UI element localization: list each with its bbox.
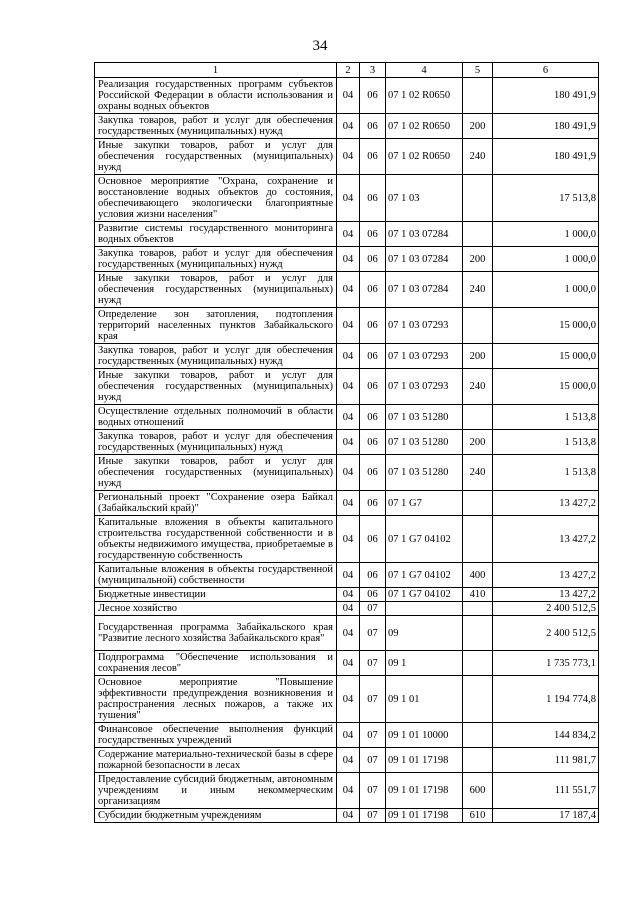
row-cell-c4: 07 1 03 51280 — [386, 430, 463, 455]
row-name-cell: Иные закупки товаров, работ и услуг для обеспечения государственных (муниципальных) нужд — [95, 369, 337, 405]
row-cell-c4: 09 1 01 — [386, 676, 463, 723]
row-cell-c6: 13 427,2 — [493, 491, 599, 516]
header-row — [95, 63, 599, 78]
row-cell-c3: 07 — [360, 723, 386, 748]
row-cell-c3: 07 — [360, 651, 386, 676]
row-cell-c6: 2 400 512,5 — [493, 616, 599, 651]
row-cell-c3: 07 — [360, 602, 386, 616]
row-name-cell: Подпрограмма "Обеспечение использования и сохранения лесов" — [95, 651, 337, 676]
row-cell-c6: 111 981,7 — [493, 748, 599, 773]
table-row — [95, 369, 599, 405]
row-cell-c3: 06 — [360, 405, 386, 430]
row-cell-c4: 07 1 02 R0650 — [386, 114, 463, 139]
row-cell-c3: 07 — [360, 773, 386, 809]
row-cell-c5 — [463, 222, 493, 247]
row-cell-c4: 07 1 03 07293 — [386, 369, 463, 405]
row-cell-c4: 09 1 — [386, 651, 463, 676]
row-cell-c2: 04 — [337, 344, 360, 369]
row-cell-c4: 07 1 G7 — [386, 491, 463, 516]
row-cell-c3: 06 — [360, 455, 386, 491]
table-row — [95, 308, 599, 344]
row-cell-c5: 240 — [463, 455, 493, 491]
row-cell-c3: 06 — [360, 516, 386, 563]
table-row — [95, 405, 599, 430]
row-cell-c3: 07 — [360, 748, 386, 773]
row-cell-c4 — [386, 602, 463, 616]
row-cell-c2: 04 — [337, 405, 360, 430]
row-cell-c5 — [463, 723, 493, 748]
row-cell-c5: 410 — [463, 588, 493, 602]
header-cell-4: 4 — [386, 63, 463, 78]
row-name-cell: Субсидии бюджетным учреждениям — [95, 809, 337, 823]
table-row — [95, 602, 599, 616]
row-name-cell: Содержание материально-технической базы в сфере пожарной безопасности в лесах — [95, 748, 337, 773]
table-row — [95, 748, 599, 773]
row-cell-c4: 07 1 G7 04102 — [386, 588, 463, 602]
row-name-cell: Лесное хозяйство — [95, 602, 337, 616]
row-cell-c3: 06 — [360, 175, 386, 222]
table-row — [95, 272, 599, 308]
row-cell-c2: 04 — [337, 222, 360, 247]
row-cell-c4: 07 1 03 07293 — [386, 308, 463, 344]
row-cell-c6: 1 194 774,8 — [493, 676, 599, 723]
row-cell-c4: 09 — [386, 616, 463, 651]
page-number: 34 — [312, 38, 328, 54]
row-cell-c2: 04 — [337, 602, 360, 616]
row-cell-c4: 07 1 03 07284 — [386, 272, 463, 308]
table-row — [95, 344, 599, 369]
row-cell-c5 — [463, 491, 493, 516]
row-cell-c2: 04 — [337, 588, 360, 602]
row-name-cell: Государственная программа Забайкальского края "Развитие лесного хозяйства Забайкальского края" — [95, 616, 337, 651]
row-cell-c6: 180 491,9 — [493, 139, 599, 175]
row-cell-c5: 240 — [463, 139, 493, 175]
row-cell-c2: 04 — [337, 430, 360, 455]
row-name-cell: Определение зон затопления, подтопления территорий населенных пунктов Забайкальского края — [95, 308, 337, 344]
row-name-cell: Бюджетные инвестиции — [95, 588, 337, 602]
row-cell-c2: 04 — [337, 491, 360, 516]
row-name-cell: Закупка товаров, работ и услуг для обеспечения государственных (муниципальных) нужд — [95, 247, 337, 272]
table-row — [95, 616, 599, 651]
row-cell-c5 — [463, 676, 493, 723]
table-row — [95, 563, 599, 588]
row-cell-c5: 240 — [463, 272, 493, 308]
row-name-cell: Реализация государственных программ субъектов Российской Федерации в области использования и охраны водных объектов — [95, 78, 337, 114]
table-row — [95, 651, 599, 676]
row-cell-c4: 07 1 G7 04102 — [386, 516, 463, 563]
row-cell-c5 — [463, 602, 493, 616]
table-row — [95, 491, 599, 516]
table-row — [95, 516, 599, 563]
row-name-cell: Основное мероприятие "Охрана, сохранение и восстановление водных объектов до состояния, обеспечивающего экологически благоприятные условия жизни населения" — [95, 175, 337, 222]
row-cell-c4: 07 1 03 51280 — [386, 405, 463, 430]
table-row — [95, 222, 599, 247]
row-cell-c6: 111 551,7 — [493, 773, 599, 809]
row-name-cell: Иные закупки товаров, работ и услуг для обеспечения государственных (муниципальных) нужд — [95, 272, 337, 308]
row-cell-c6: 144 834,2 — [493, 723, 599, 748]
table-row — [95, 723, 599, 748]
row-cell-c4: 07 1 03 07284 — [386, 247, 463, 272]
row-cell-c3: 06 — [360, 491, 386, 516]
row-cell-c5 — [463, 175, 493, 222]
row-cell-c6: 1 000,0 — [493, 222, 599, 247]
row-cell-c5 — [463, 748, 493, 773]
row-cell-c2: 04 — [337, 516, 360, 563]
table-row — [95, 455, 599, 491]
row-cell-c6: 15 000,0 — [493, 369, 599, 405]
row-cell-c2: 04 — [337, 369, 360, 405]
row-cell-c6: 1 513,8 — [493, 455, 599, 491]
row-cell-c4: 09 1 01 17198 — [386, 809, 463, 823]
row-cell-c2: 04 — [337, 748, 360, 773]
row-cell-c3: 06 — [360, 369, 386, 405]
row-name-cell: Основное мероприятие "Повышение эффективности предупреждения возникновения и распространения лесных пожаров, а также их тушения" — [95, 676, 337, 723]
row-cell-c2: 04 — [337, 272, 360, 308]
row-cell-c5 — [463, 651, 493, 676]
row-cell-c5 — [463, 616, 493, 651]
row-cell-c3: 06 — [360, 139, 386, 175]
row-cell-c2: 04 — [337, 616, 360, 651]
row-cell-c6: 1 735 773,1 — [493, 651, 599, 676]
row-cell-c3: 06 — [360, 588, 386, 602]
header-cell-6: 6 — [493, 63, 599, 78]
row-cell-c3: 06 — [360, 430, 386, 455]
row-name-cell: Капитальные вложения в объекты государственной (муниципальной) собственности — [95, 563, 337, 588]
row-cell-c4: 07 1 02 R0650 — [386, 139, 463, 175]
table-row — [95, 247, 599, 272]
row-cell-c6: 1 000,0 — [493, 272, 599, 308]
row-cell-c2: 04 — [337, 247, 360, 272]
row-cell-c3: 07 — [360, 676, 386, 723]
row-cell-c4: 07 1 03 07293 — [386, 344, 463, 369]
row-name-cell: Закупка товаров, работ и услуг для обеспечения государственных (муниципальных) нужд — [95, 344, 337, 369]
row-cell-c6: 15 000,0 — [493, 344, 599, 369]
row-cell-c5: 200 — [463, 247, 493, 272]
row-cell-c6: 17 513,8 — [493, 175, 599, 222]
table-row — [95, 773, 599, 809]
row-cell-c2: 04 — [337, 114, 360, 139]
row-name-cell: Финансовое обеспечение выполнения функций государственных учреждений — [95, 723, 337, 748]
row-name-cell: Иные закупки товаров, работ и услуг для обеспечения государственных (муниципальных) нужд — [95, 455, 337, 491]
row-cell-c3: 06 — [360, 344, 386, 369]
table-row — [95, 78, 599, 114]
row-cell-c3: 06 — [360, 78, 386, 114]
row-cell-c4: 07 1 03 07284 — [386, 222, 463, 247]
row-cell-c3: 06 — [360, 222, 386, 247]
row-cell-c6: 13 427,2 — [493, 563, 599, 588]
row-cell-c2: 04 — [337, 809, 360, 823]
row-cell-c6: 2 400 512,5 — [493, 602, 599, 616]
row-name-cell: Предоставление субсидий бюджетным, автономным учреждениям и иным некоммерческим организациям — [95, 773, 337, 809]
row-cell-c2: 04 — [337, 723, 360, 748]
row-cell-c2: 04 — [337, 308, 360, 344]
row-cell-c6: 13 427,2 — [493, 516, 599, 563]
row-cell-c5: 400 — [463, 563, 493, 588]
table-row — [95, 809, 599, 823]
row-cell-c2: 04 — [337, 175, 360, 222]
budget-table — [94, 62, 599, 823]
row-cell-c6: 1 513,8 — [493, 430, 599, 455]
row-cell-c6: 1 513,8 — [493, 405, 599, 430]
header-cell-3: 3 — [360, 63, 386, 78]
row-cell-c5: 600 — [463, 773, 493, 809]
row-cell-c6: 13 427,2 — [493, 588, 599, 602]
row-cell-c2: 04 — [337, 676, 360, 723]
row-cell-c4: 09 1 01 17198 — [386, 773, 463, 809]
row-cell-c6: 1 000,0 — [493, 247, 599, 272]
row-cell-c3: 06 — [360, 563, 386, 588]
row-cell-c3: 06 — [360, 308, 386, 344]
row-cell-c2: 04 — [337, 651, 360, 676]
row-cell-c4: 07 1 02 R0650 — [386, 78, 463, 114]
row-cell-c5: 200 — [463, 114, 493, 139]
row-cell-c5: 610 — [463, 809, 493, 823]
row-cell-c6: 17 187,4 — [493, 809, 599, 823]
row-cell-c5 — [463, 78, 493, 114]
row-cell-c5: 240 — [463, 369, 493, 405]
table-row — [95, 430, 599, 455]
row-cell-c3: 06 — [360, 272, 386, 308]
table-row — [95, 676, 599, 723]
row-cell-c5 — [463, 405, 493, 430]
row-cell-c4: 09 1 01 17198 — [386, 748, 463, 773]
row-cell-c4: 07 1 03 51280 — [386, 455, 463, 491]
row-name-cell: Региональный проект "Сохранение озера Байкал (Забайкальский край)" — [95, 491, 337, 516]
row-cell-c2: 04 — [337, 563, 360, 588]
table-row — [95, 139, 599, 175]
table-row — [95, 175, 599, 222]
row-name-cell: Капитальные вложения в объекты капитального строительства государственной собственности и в объекты недвижимого имущества, приобретаемые в государственную собственность — [95, 516, 337, 563]
row-cell-c5 — [463, 516, 493, 563]
header-cell-1: 1 — [95, 63, 337, 78]
row-cell-c3: 06 — [360, 114, 386, 139]
row-name-cell: Осуществление отдельных полномочий в области водных отношений — [95, 405, 337, 430]
row-cell-c5: 200 — [463, 430, 493, 455]
row-cell-c3: 06 — [360, 247, 386, 272]
row-cell-c2: 04 — [337, 773, 360, 809]
row-name-cell: Развитие системы государственного мониторинга водных объектов — [95, 222, 337, 247]
row-name-cell: Закупка товаров, работ и услуг для обеспечения государственных (муниципальных) нужд — [95, 430, 337, 455]
row-cell-c3: 07 — [360, 809, 386, 823]
row-cell-c5: 200 — [463, 344, 493, 369]
row-cell-c6: 15 000,0 — [493, 308, 599, 344]
row-cell-c4: 09 1 01 10000 — [386, 723, 463, 748]
row-name-cell: Закупка товаров, работ и услуг для обеспечения государственных (муниципальных) нужд — [95, 114, 337, 139]
header-cell-2: 2 — [337, 63, 360, 78]
row-cell-c6: 180 491,9 — [493, 78, 599, 114]
row-cell-c4: 07 1 03 — [386, 175, 463, 222]
table-row — [95, 114, 599, 139]
row-cell-c5 — [463, 308, 493, 344]
row-cell-c2: 04 — [337, 455, 360, 491]
row-cell-c6: 180 491,9 — [493, 114, 599, 139]
header-cell-5: 5 — [463, 63, 493, 78]
row-cell-c2: 04 — [337, 139, 360, 175]
table-row — [95, 588, 599, 602]
row-cell-c2: 04 — [337, 78, 360, 114]
row-name-cell: Иные закупки товаров, работ и услуг для обеспечения государственных (муниципальных) нужд — [95, 139, 337, 175]
row-cell-c4: 07 1 G7 04102 — [386, 563, 463, 588]
row-cell-c3: 07 — [360, 616, 386, 651]
